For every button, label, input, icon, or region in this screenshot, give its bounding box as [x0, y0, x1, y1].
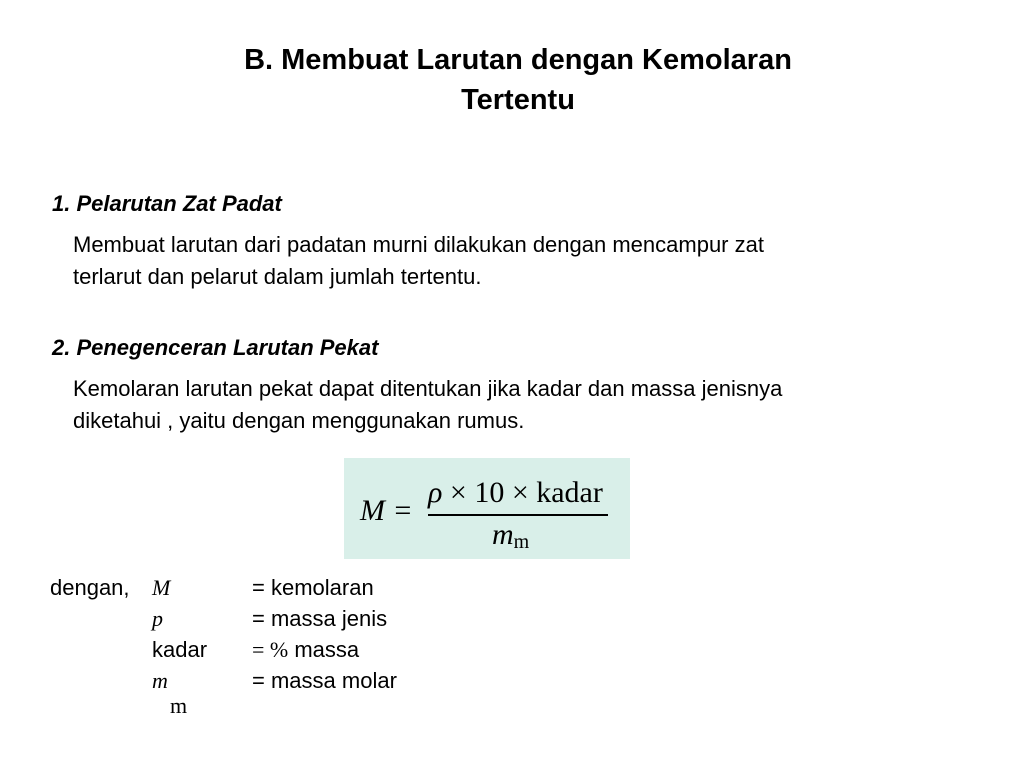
slide-title-line1: B. Membuat Larutan dengan Kemolaran — [244, 44, 792, 76]
legend-def-p — [252, 605, 387, 633]
legend-eq: = — [252, 575, 265, 600]
formula-denominator-sub: m — [513, 531, 530, 553]
legend-symbol-M: M — [152, 575, 171, 600]
section1-line1: Membuat larutan dari padatan murni dilakukan dengan mencampur zat — [73, 232, 764, 257]
section2-line2: diketahui , yaitu dengan menggunakan rumus. — [73, 408, 525, 433]
formula-denominator-m: m — [492, 518, 514, 551]
legend-symbol-p: p — [152, 606, 163, 631]
legend-eq: = — [252, 668, 265, 693]
formula-numerator-rest: × 10 × kadar — [442, 476, 603, 509]
slide-title — [180, 40, 856, 120]
formula-numerator — [428, 476, 603, 510]
section1-paragraph — [73, 229, 933, 293]
section2-line1: Kemolaran larutan pekat dapat ditentukan jika kadar dan massa jenisnya — [73, 376, 783, 401]
legend-eq: = % — [252, 637, 289, 662]
legend-intro: dengan, — [50, 575, 130, 600]
section2-heading: 2. Penegenceran Larutan Pekat — [52, 335, 379, 360]
legend-def-M — [252, 574, 374, 602]
legend-definition: kemolaran — [270, 575, 374, 600]
legend-eq: = — [252, 606, 265, 631]
section2-paragraph — [73, 373, 933, 437]
legend-symbol-m-subscript: m — [170, 693, 188, 718]
legend-definition: massa molar — [270, 668, 397, 693]
legend-symbol-kadar: kadar — [152, 637, 208, 662]
formula-denominator — [492, 518, 529, 554]
legend-def-m — [252, 667, 397, 695]
slide-title-line2: Tertentu — [461, 84, 575, 116]
fraction-bar — [428, 514, 608, 516]
formula-lhs: M = — [360, 494, 413, 527]
section1-line2: terlarut dan pelarut dalam jumlah tertentu. — [73, 264, 482, 289]
legend-definition: massa jenis — [270, 606, 388, 631]
legend-definition: massa — [294, 637, 360, 662]
legend-def-kadar — [252, 636, 359, 664]
formula-rho: ρ — [428, 476, 443, 509]
legend-symbol-m: m — [152, 668, 168, 693]
molarity-formula — [344, 458, 630, 559]
section1-heading: 1. Pelarutan Zat Padat — [52, 191, 282, 216]
